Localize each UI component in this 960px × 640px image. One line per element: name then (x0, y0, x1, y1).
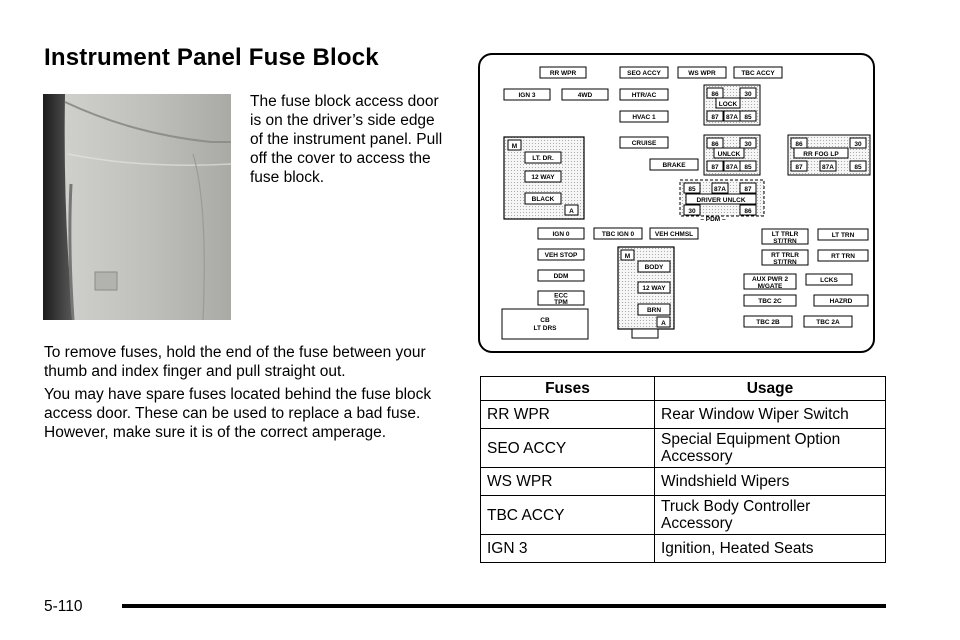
svg-text:85: 85 (688, 186, 696, 193)
remove-fuses-text: To remove fuses, hold the end of the fuse between your thumb and index finger and pull straight out. (44, 344, 426, 380)
svg-text:87A: 87A (726, 114, 738, 121)
usage-cell: Truck Body Controller Accessory (655, 496, 886, 535)
fuse-label: DDM (553, 273, 569, 280)
svg-text:30: 30 (688, 208, 696, 215)
svg-text:86: 86 (711, 91, 719, 98)
fuse-label: TBC ACCY (741, 70, 775, 77)
fuse-label: IGN 0 (552, 231, 570, 238)
svg-text:85: 85 (854, 164, 862, 171)
pdm-label: PDM (705, 216, 721, 223)
unlck-relay-label: UNLCK (717, 151, 741, 158)
left-connector-12-way: 12 WAY (531, 174, 555, 181)
table-row (481, 496, 886, 535)
m-gate-label: M/GATE (757, 283, 783, 290)
svg-text:87A: 87A (714, 186, 726, 193)
fuse-label: WS WPR (688, 70, 716, 77)
rt-trlr-label: RT TRLR (771, 252, 799, 259)
fuse-label: HVAC 1 (632, 114, 656, 121)
usage-cell: Special Equipment Option Accessory (655, 429, 886, 468)
lock-relay (704, 85, 760, 125)
usage-cell: Ignition, Heated Seats (655, 535, 886, 563)
svg-text:– PDM –: – PDM – (700, 216, 726, 223)
fuse-label: CRUISE (631, 140, 657, 147)
cb-label: CB (540, 317, 550, 324)
center-connector-a: A (661, 320, 666, 327)
driver-unlck-label: DRIVER UNLCK (696, 197, 746, 204)
left-connector-m: M (511, 143, 518, 150)
fuse-label: SEO ACCY (627, 70, 661, 77)
svg-text:87: 87 (711, 164, 719, 171)
fuse-label: RT TRN (831, 253, 855, 260)
fuse-label: HTR/AC (631, 92, 657, 99)
fuses-column-header: Fuses (481, 377, 655, 401)
table-row (481, 535, 886, 563)
lt-trlr-label: LT TRLR (771, 231, 799, 238)
fuse-label: TBC 2A (816, 319, 840, 326)
svg-text:87: 87 (795, 164, 803, 171)
left-connector-black: BLACK (531, 196, 555, 203)
left-connector-lt-dr: LT. DR. (532, 155, 554, 162)
center-connector (618, 247, 674, 338)
footer-rule (122, 604, 886, 608)
center-connector-m: M (624, 253, 631, 260)
fuse-label: VEH CHMSL (654, 231, 694, 238)
fuse-label: VEH STOP (544, 252, 578, 259)
fuse-label: RR WPR (549, 70, 577, 77)
table-header-row (481, 377, 886, 401)
usage-column-header: Usage (655, 377, 886, 401)
fuse-label: 4WD (577, 92, 593, 99)
page-number: 5-110 (44, 598, 83, 615)
fuse-cell: SEO ACCY (481, 429, 655, 468)
left-connector (504, 137, 584, 219)
center-connector-body: BODY (644, 264, 664, 271)
unlck-relay (704, 135, 760, 175)
spare-fuses-text: You may have spare fuses located behind the fuse block access door. These can be used to replace a bad fuse. However, make sure it is of the correct amperage. (44, 386, 432, 441)
left-connector-a: A (569, 208, 574, 215)
lock-relay-label: LOCK (718, 101, 738, 108)
svg-text:87: 87 (711, 114, 719, 121)
lt-drs-label: LT DRS (533, 325, 557, 332)
driver-unlck-relay (680, 180, 764, 223)
aux-pwr-label: AUX PWR 2 (751, 276, 789, 283)
table-row (481, 468, 886, 496)
svg-text:86: 86 (711, 141, 719, 148)
intro-text: The fuse block access door is on the driver’s side edge of the instrument panel. Pull off the cover to access the fuse block. (250, 93, 443, 186)
center-connector-brn: BRN (646, 307, 662, 314)
rr-fog-relay (788, 135, 870, 175)
rr-fog-relay-label: RR FOG LP (803, 151, 839, 158)
svg-text:86: 86 (795, 141, 803, 148)
svg-text:87A: 87A (726, 164, 738, 171)
svg-text:30: 30 (744, 141, 752, 148)
fuse-block-diagram (478, 53, 875, 353)
svg-text:85: 85 (744, 164, 752, 171)
rt-trlr-st-trn-label: ST/TRN (773, 259, 797, 266)
fuse-cell: TBC ACCY (481, 496, 655, 535)
usage-cell: Rear Window Wiper Switch (655, 401, 886, 429)
fuse-label: HAZRD (829, 298, 853, 305)
fuse-label: BRAKE (662, 162, 686, 169)
page-title: Instrument Panel Fuse Block (44, 44, 379, 71)
usage-cell: Windshield Wipers (655, 468, 886, 496)
fuse-label: TBC 2C (758, 298, 782, 305)
svg-text:30: 30 (854, 141, 862, 148)
svg-text:87A: 87A (822, 164, 834, 171)
fuse-block-door-photo (43, 94, 231, 320)
svg-text:87: 87 (744, 186, 752, 193)
fuse-cell: RR WPR (481, 401, 655, 429)
fuse-label: IGN 3 (518, 92, 536, 99)
fuse-cell: WS WPR (481, 468, 655, 496)
fuse-label: TBC 2B (756, 319, 780, 326)
fuse-cell: IGN 3 (481, 535, 655, 563)
table-row (481, 429, 886, 468)
fuse-usage-table (480, 376, 886, 563)
svg-text:86: 86 (744, 208, 752, 215)
center-connector-12-way: 12 WAY (642, 285, 666, 292)
fuse-label: TBC IGN 0 (601, 231, 635, 238)
svg-text:85: 85 (744, 114, 752, 121)
ecc-label: ECC (554, 292, 568, 300)
fuse-label: LT TRN (831, 232, 855, 239)
svg-text:30: 30 (744, 91, 752, 98)
fuse-label: LCKS (820, 277, 838, 284)
table-row (481, 401, 886, 429)
lt-trlr-st-trn-label: ST/TRN (773, 238, 797, 245)
tpm-label: TPM (554, 299, 568, 306)
